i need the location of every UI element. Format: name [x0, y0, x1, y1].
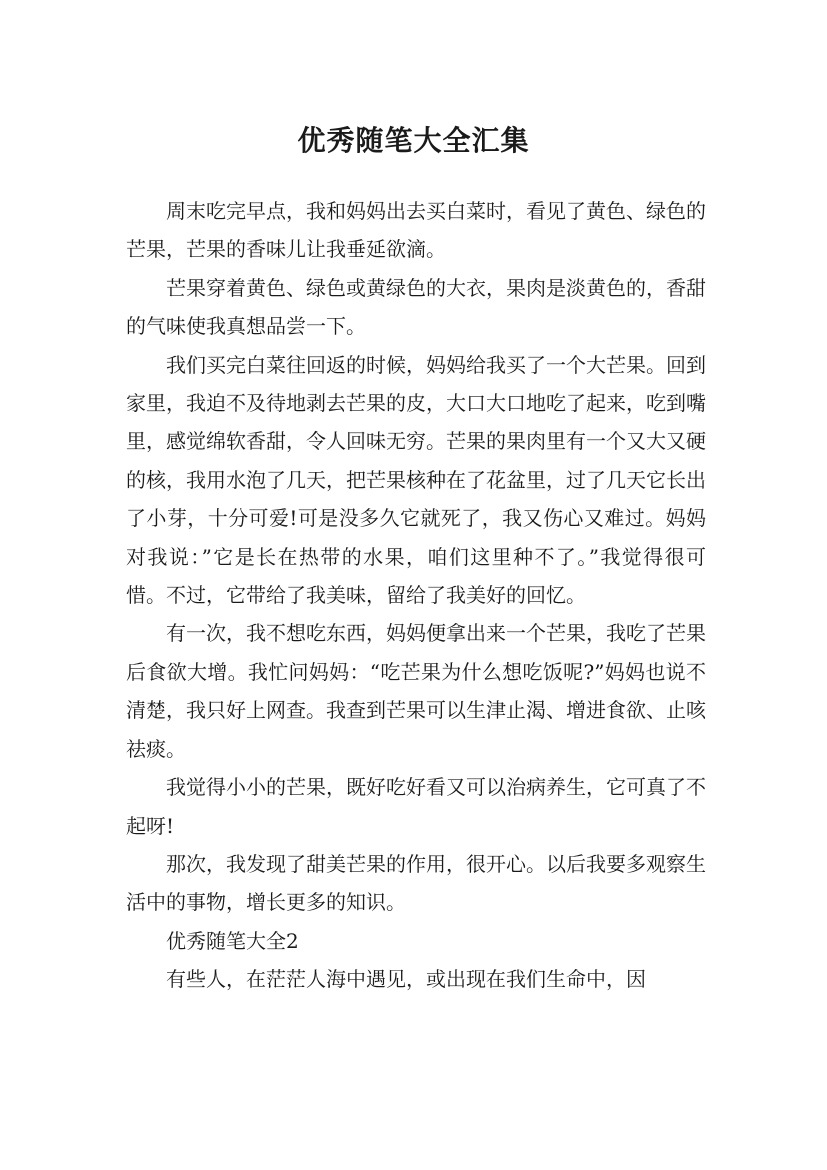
document-body	[126, 192, 706, 999]
paragraph-2: 芒果穿着黄色、绿色或黄绿色的大衣，果肉是淡黄色的，香甜的气味使我真想品尝一下。	[126, 275, 706, 339]
paragraph-6: 那次，我发现了甜美芒果的作用，很开心。以后我要多观察生活中的事物，增长更多的知识。	[126, 851, 706, 915]
paragraph-8: 有些人，在茫茫人海中遇见，或出现在我们生命中，因	[166, 967, 646, 992]
paragraph-4: 有一次，我不想吃东西，妈妈便拿出来一个芒果，我吃了芒果后食欲大增。我忙问妈妈：“吃芒果为什么想吃饭呢?”妈妈也说不清楚，我只好上网查。我查到芒果可以生津止渴、增进食欲、止咳祛痰。	[126, 621, 706, 761]
paragraph-3: 我们买完白菜往回返的时候，妈妈给我买了一个大芒果。回到家里，我迫不及待地剥去芒果的皮，大口大口地吃了起来，吃到嘴里，感觉绵软香甜，令人回味无穷。芒果的果肉里有一个又大又硬的核，我用水泡了几天，把芒果核种在了花盆里，过了几天它长出了小芽，十分可爱!可是没多久它就死了，我又伤心又难过。妈妈对我说：”它是长在热带的水果，咱们这里种不了。”我觉得很可惜。不过，它带给了我美味，留给了我美好的回忆。	[126, 352, 706, 608]
section-heading-2: 优秀随笔大全2	[166, 928, 299, 953]
paragraph-5: 我觉得小小的芒果，既好吃好看又可以治病养生，它可真了不起呀!	[126, 775, 706, 838]
document-title: 优秀随笔大全汇集	[297, 123, 530, 157]
paragraph-1: 周末吃完早点，我和妈妈出去买白菜时，看见了黄色、绿色的芒果，芒果的香味儿让我垂延欲滴。	[126, 199, 706, 262]
